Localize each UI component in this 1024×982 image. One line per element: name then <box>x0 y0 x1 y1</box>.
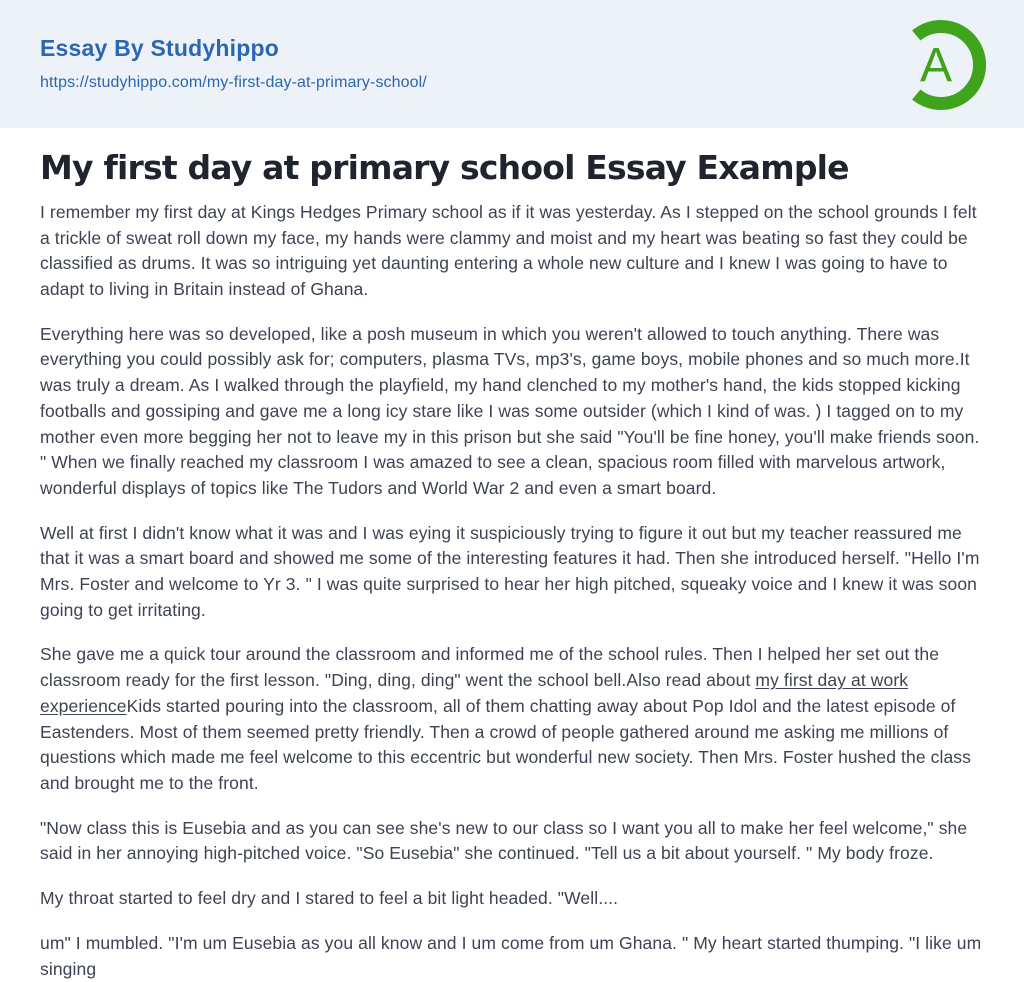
logo-letter: A <box>919 39 953 92</box>
header-text-block <box>40 36 427 92</box>
header <box>0 0 1024 128</box>
paragraph-6: My throat started to feel dry and I stared to feel a bit light headed. "Well.... <box>40 888 619 909</box>
paragraph-5: "Now class this is Eusebia and as you can see she's new to our class so I want you all to make her feel welcome," she said in her annoying high-pitched voice. "So Eusebia" she continued. "Tell us a bit about yourself. " My body froze. <box>40 817 968 864</box>
article-title: My first day at primary school Essay Example <box>40 148 849 187</box>
page-source-title: Essay By Studyhippo <box>40 34 279 61</box>
related-essay-link[interactable]: my first day at work experience <box>40 670 909 716</box>
studyhippo-logo <box>904 17 986 111</box>
paragraph-2: Everything here was so developed, like a posh museum in which you weren't allowed to touch anything. There was everything you could possibly ask for; computers, plasma TVs, mp3's, game boys, mobile phones and so much more.It was truly a dream. As I walked through the playfield, my hand clenched to my mother's hand, the kids stopped kicking footballs and gossiping and gave me a long icy stare like I was some outsider (which I kind of was. ) I tagged on to my mother even more begging her not to leave my in this prison but she said "You'll be fine honey, you'll make friends soon. " When we finally reached my classroom I was amazed to see a clean, spacious room filled with marvelous artwork, wonderful displays of topics like The Tudors and World War 2 and even a smart board. <box>40 323 980 498</box>
source-url-link[interactable]: https://studyhippo.com/my-first-day-at-primary-school/ <box>40 74 427 92</box>
paragraph-4-text-after: Kids started pouring into the classroom, all of them chatting away about Pop Idol and the latest episode of Eastenders. Most of them seemed pretty friendly. Then a crowd of people gathered around me asking me millions of questions which made me feel welcome to this eccentric but wonderful new society. Then Mrs. Foster hushed the class and brought me to the front. <box>40 695 972 793</box>
paragraph-3: Well at first I didn't know what it was and I was eying it suspiciously trying to figure it out but my teacher reassured me that it was a smart board and showed me some of the interesting features it had. Then she introduced herself. "Hello I'm Mrs. Foster and welcome to Yr 3. " I was quite surprised to hear her high pitched, squeaky voice and I knew it was soon going to get irritating. <box>40 522 980 620</box>
article <box>0 149 1024 982</box>
paragraph-4 <box>40 642 984 796</box>
paragraph-4-text-before: She gave me a quick tour around the classroom and informed me of the school rules. Then I helped her set out the classroom ready for the first lesson. "Ding, ding, ding" went the school bell.Also read about <box>40 644 940 691</box>
paragraph-7: um" I mumbled. "I'm um Eusebia as you all know and I um come from um Ghana. " My heart started thumping. "I like um singing <box>40 932 982 979</box>
paragraph-1: I remember my first day at Kings Hedges Primary school as if it was yesterday. As I stepped on the school grounds I felt a trickle of sweat roll down my face, my hands were clammy and moist and my heart was beating so fast they could be classified as drums. It was so intriguing yet daunting entering a whole new culture and I knew I was going to have to adapt to living in Britain instead of Ghana. <box>40 201 977 300</box>
